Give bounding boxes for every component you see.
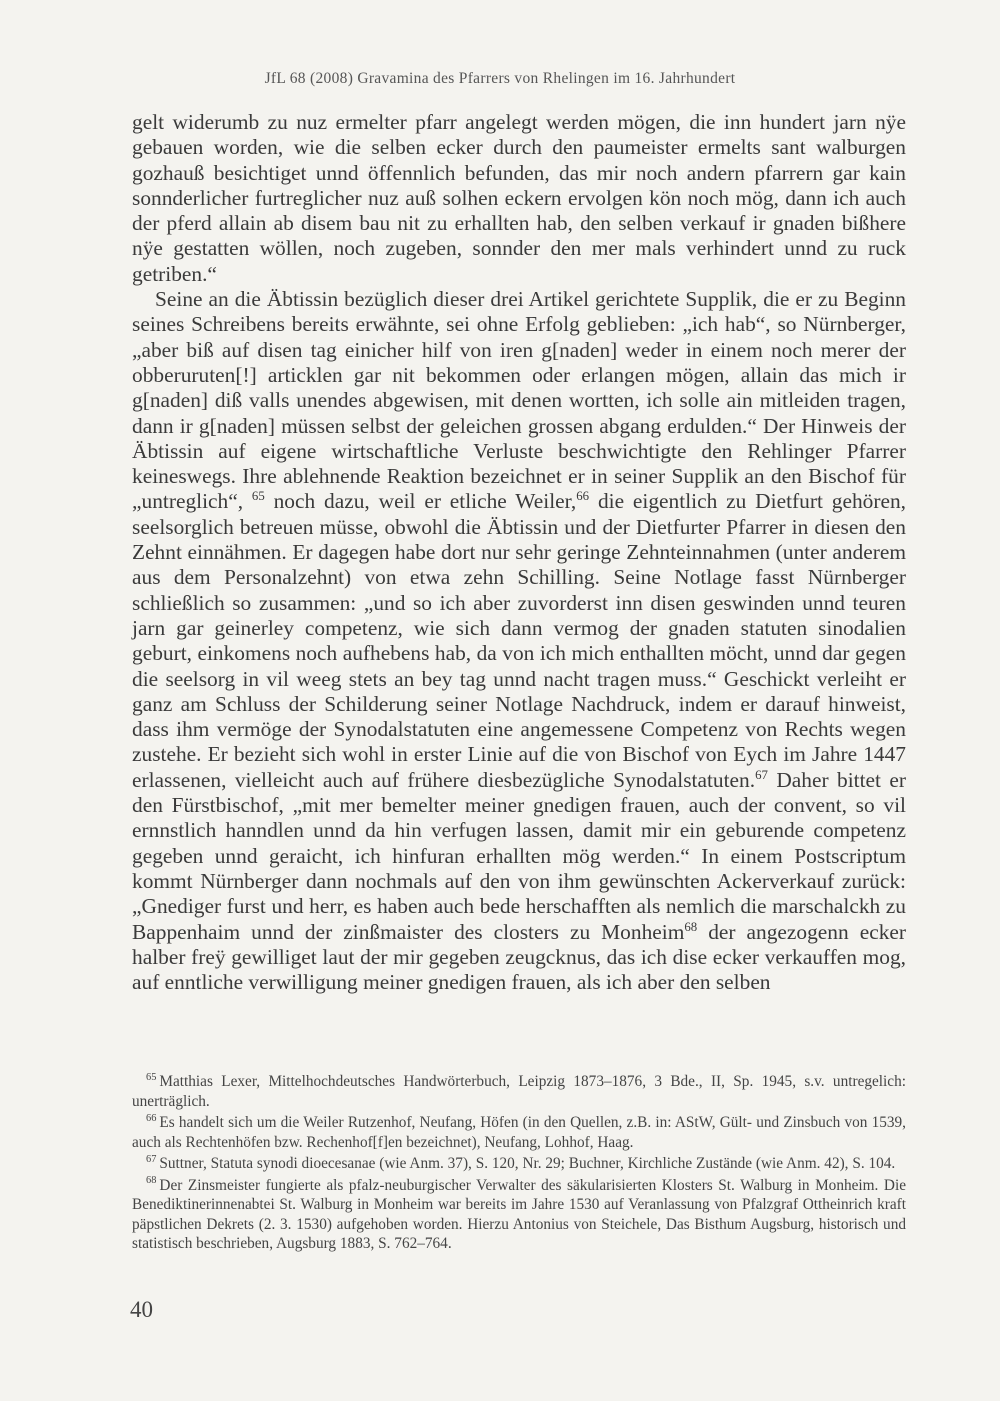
paragraph [132,110,906,287]
footnote-text: Der Zinsmeister fungierte als pfalz-neuburgischer Verwalter des säkularisierten Klosters St. Walburg in Monheim. Die Benediktinerinnenabtei St. Walburg in Monheim war bereits im Jahre 1530 auf Veranlassung von Pfalzgraf Ottheinrich kraft päpstlichen Dekrets (2. 3. 1530) aufgehoben worden. Hierzu Antonius von Steichele, Das Bisthum Augsburg, historisch und statistisch beschrieben, Augsburg 1883, S. 762–764. [132,1176,906,1252]
text-segment: der angezogenn ecker halber freÿ gewilliget laut der mir gegeben zeugcknus, das ich dise ecker verkauffen mog, auf enntliche verwilligung meiner gnedigen frauen, als ich aber den selben [132,919,907,995]
footnote-66 [132,1113,906,1152]
footnote-text: Matthias Lexer, Mittelhochdeutsches Handwörterbuch, Leipzig 1873–1876, 3 Bde., II, Sp. 1945, s.v. untregelich: unerträglich. [132,1073,906,1110]
footnote-number: 66 [146,1112,157,1124]
footnote-ref-65[interactable]: 65 [251,489,265,504]
footnotes [132,1072,906,1256]
footnote-number: 67 [146,1153,157,1165]
footnote-ref-67[interactable]: 67 [755,767,768,782]
footnote-number: 65 [146,1071,157,1083]
running-head: JfL 68 (2008) Gravamina des Pfarrers von Rhelingen im 16. Jahrhundert [264,70,736,87]
footnote-text: Suttner, Statuta synodi dioecesanae (wie Anm. 37), S. 120, Nr. 29; Buchner, Kirchliche Zustände (wie Anm. 42), S. 104. [159,1155,896,1172]
text-segment: Daher bittet er den Fürstbischof, „mit mer bemelter meiner gnedigen frauen, auch der convent, so vil ernnstlich hanndlen unnd da hin verfugen lassen, damit mir ein geburende competenz gegeben unnd geraicht, ich hinfuran erhallten mög werden.“ In einem Postscriptum kommt Nürnberger dann nochmals auf den von ihm gewünschten Ackerverkauf zurück: „Gnediger furst und herr, es haben auch bede herschafften als nemlich die marschalckh zu Bappenhaim unnd der zinßmaister des closters zu Monheim [132,767,906,944]
footnote-68 [132,1176,906,1254]
footnote-65 [132,1072,906,1111]
page-number: 40 [130,1297,153,1322]
footnote-number: 68 [146,1175,157,1187]
paragraph [132,287,906,995]
footnote-ref-66[interactable]: 66 [576,489,590,504]
body-text [132,110,906,995]
footnote-67 [132,1154,906,1174]
text-segment: die eigentlich zu Dietfurt gehören, seelsorglich betreuen müsse, obwohl die Äbtissin und der Dietfurter Pfarrer in diesen den Zehnt einnähmen. Er dagegen habe dort nur sehr geringe Zehnteinnahmen (unter anderem aus dem Personalzehnt) von etwa zehn Schilling. Seine Notlage fasst Nürnberger schließlich so zusammen: „und so ich aber zuvorderst inn disen geswinden unnd teuren jarn gar geinerley competenz, wie sich dann vermog der gnaden statuten sinodalien geburt, einkomens noch aufhebens hab, da von ich mich enthallten möcht, unnd dar gegen die seelsorg in vil weeg stets an bey tag unnd nacht tragen muss.“ Geschickt verleiht er ganz am Schluss der Schilderung seiner Notlage Nachdruck, indem er darauf hinweist, dass ihm vermöge der Synodalstatuten eine angemessene Competenz von Rechts wegen zustehe. Er bezieht sich wohl in erster Linie auf die von Bischof von Eych im Jahre 1447 erlassenen, vielleicht auch auf frühere diesbezügliche Synodalstatuten. [132,489,906,792]
footnote-ref-68[interactable]: 68 [684,919,698,934]
text-segment: gelt widerumb zu nuz ermelter pfarr angelegt werden mögen, die inn hundert jarn nÿe gebauen worden, wie die selben ecker durch den paumeister ermelts sant walburgen gozhauß besichtiget unnd öffennlich befunden, das mir noch andern pfarrern gar kain sonnderlicher furtreglicher nuz auß solhen eckern ervolgen kön noch mög, dann ich auch der pferd allain ab disem bau nit zu erhallten hab, den selben verkauf ir gnaden bißhere nÿe gestatten wöllen, noch zugeben, sonnder den mer mals verhindert unnd zu ruck getriben.“ [132,110,906,286]
text-segment: Seine an die Äbtissin bezüglich dieser drei Artikel gerichtete Supplik, die er zu Beginn seines Schreibens bereits erwähnte, sei ohne Erfolg geblieben: „ich hab“, so Nürnberger, „aber biß auf disen tag einicher hilf von iren g[naden] weder in einem noch merer der obberuruten[!] articklen gar nit bekommen oder erlangen mögen, allain das mich ir g[naden] diß valls unendes abgewisen, mit denen wortten, ich solle ain mitleiden tragen, dann ir g[naden] müssen selbst der geleichen grossen abgang erdulden.“ Der Hinweis der Äbtissin auf eigene wirtschaftliche Verluste beschwichtigte den Rehlinger Pfarrer keineswegs. Ihre ablehnende Reaktion bezeichnet er in seiner Supplik an den Bischof für „untreglich“, [132,287,906,514]
text-segment: noch dazu, weil er etliche Weiler, [264,489,577,514]
footnote-text: Es handelt sich um die Weiler Rutzenhof, Neufang, Höfen (in den Quellen, z.B. in: AStW, Gült- und Zinsbuch von 1539, auch als Rechtenhöfen bzw. Rechenhof[f]en bezeichnet), Neufang, Lohhof, Haag. [132,1114,906,1151]
